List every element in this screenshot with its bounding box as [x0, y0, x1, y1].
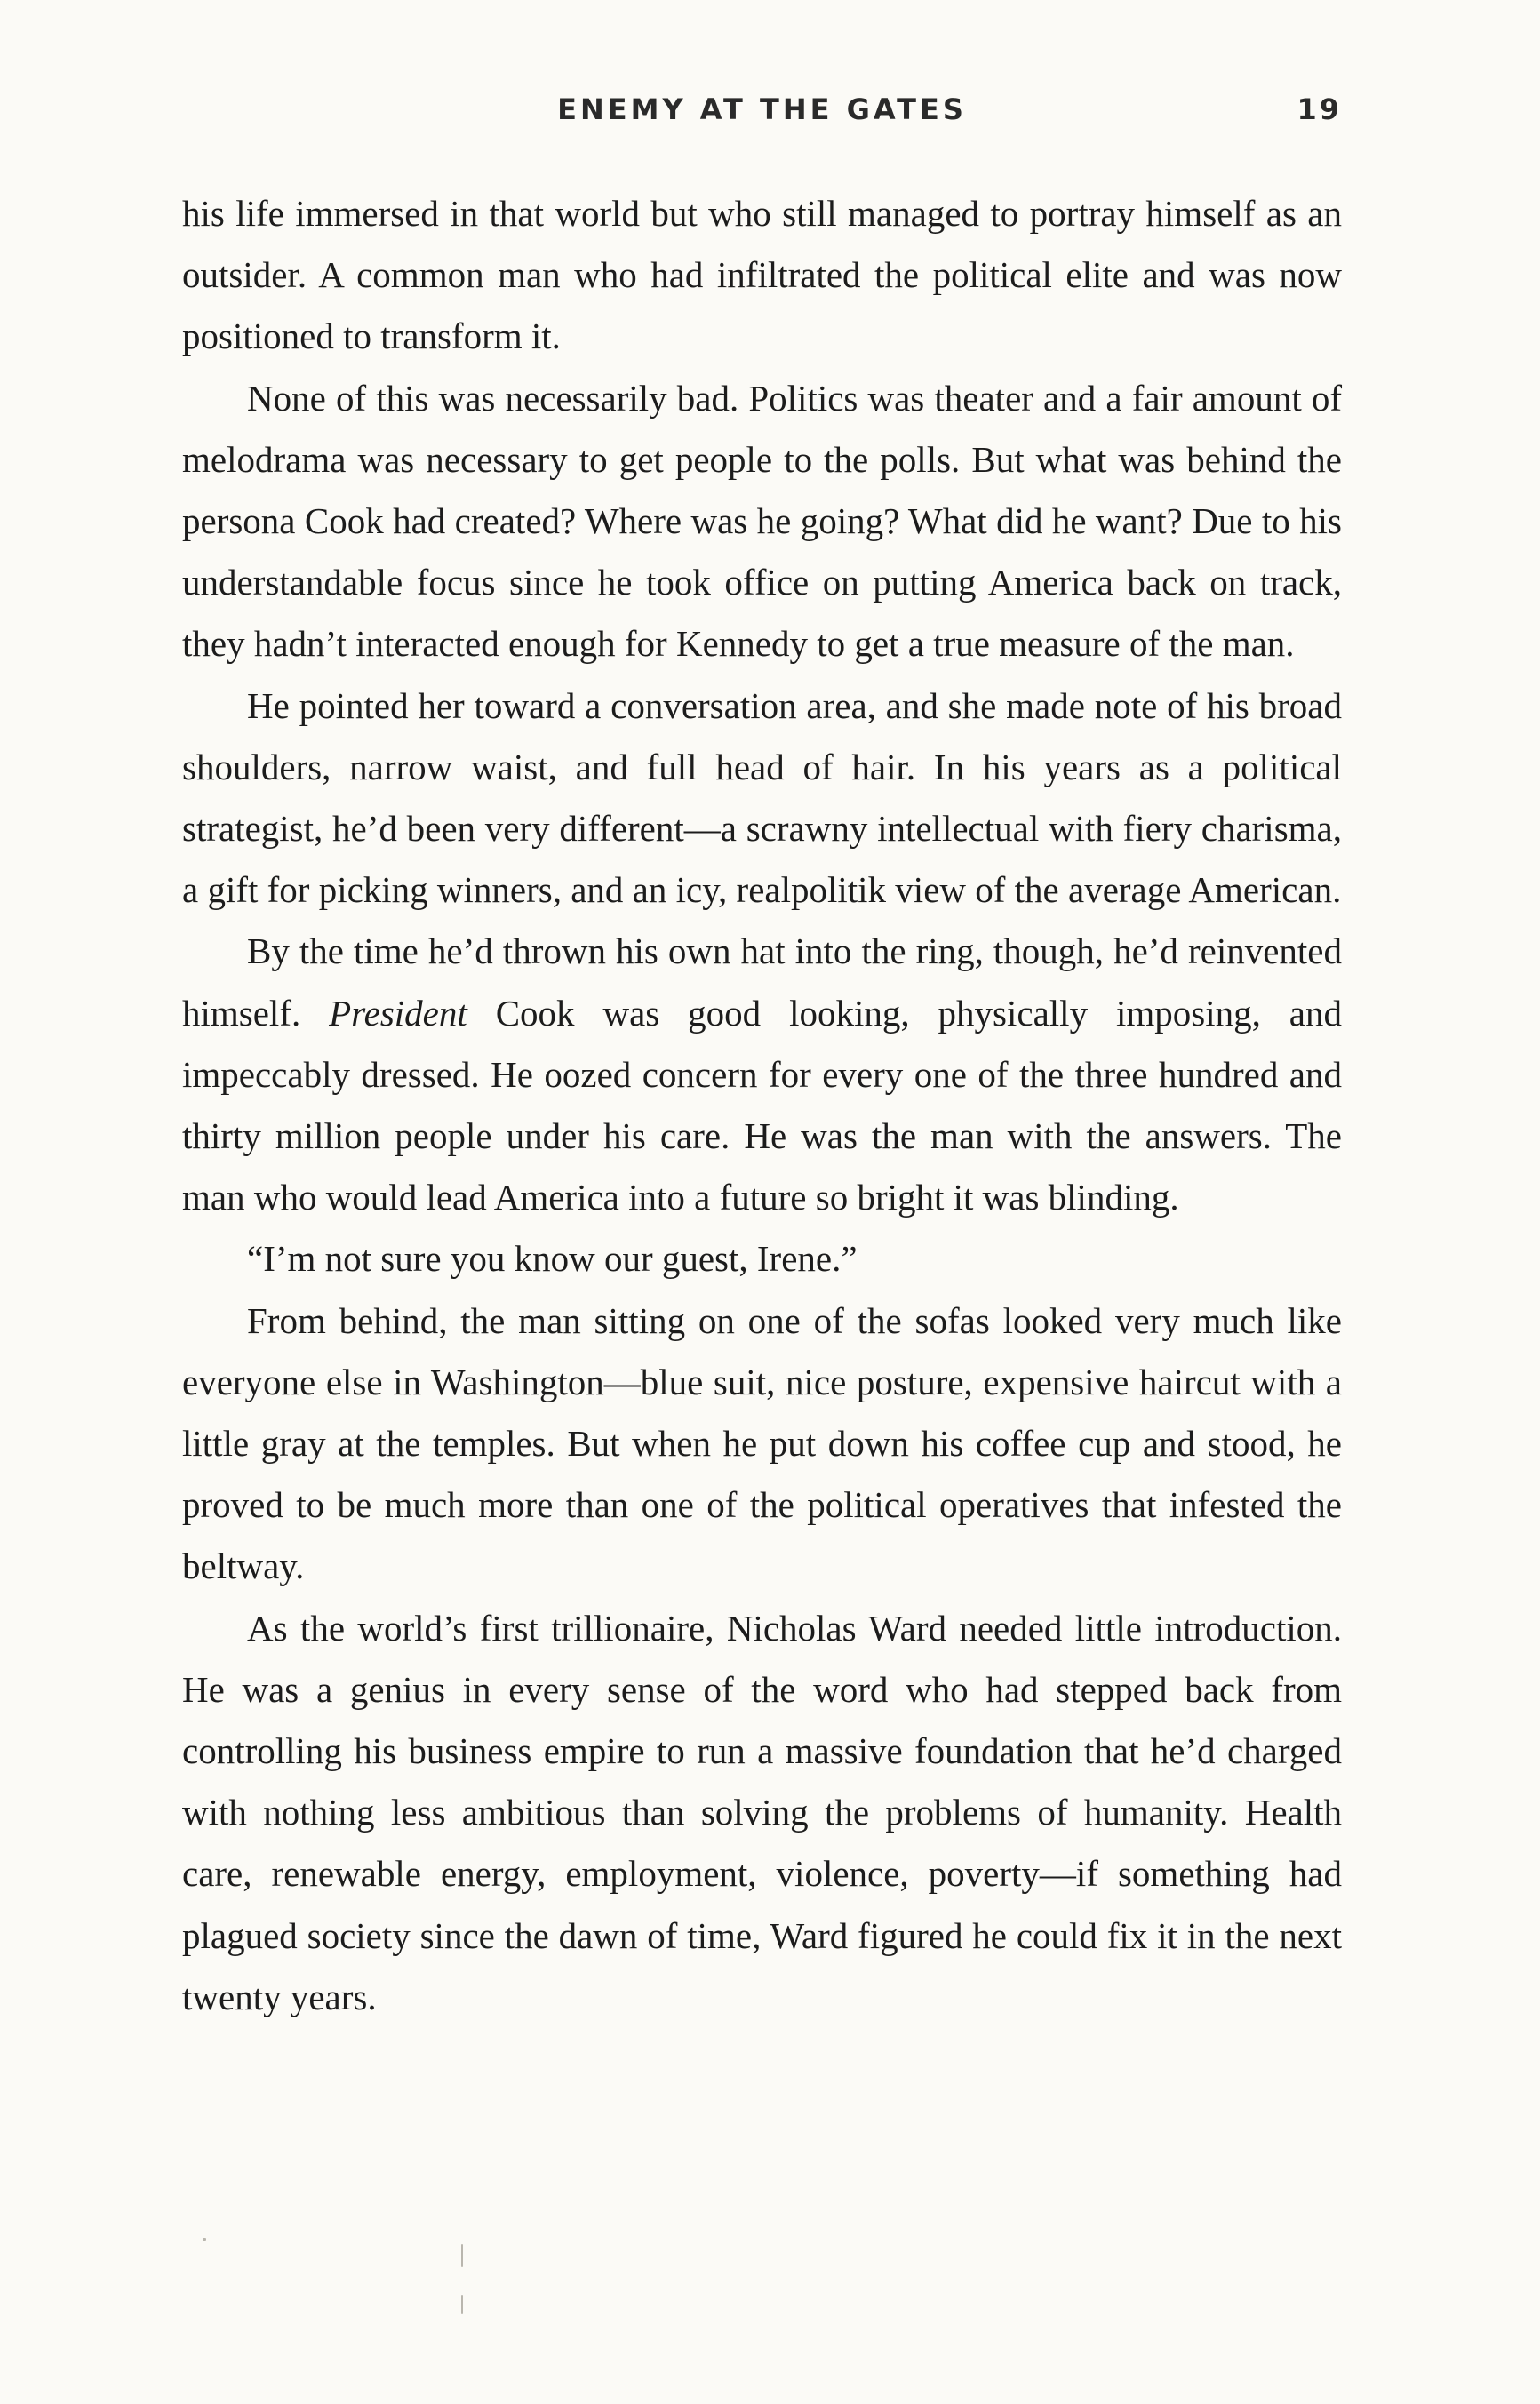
- paragraph-4-start: By the time he’d thrown his own hat into the ring, though, he’d reinvented himself.: [182, 930, 1342, 1034]
- paragraph-5: “I’m not sure you know our guest, Irene.”: [247, 1238, 858, 1280]
- running-head: [182, 92, 1342, 137]
- paragraph-2: None of this was necessarily bad. Politics was theater and a fair amount of melodrama was necessary to get people to the polls. But what was behind the persona Cook had created? Where was he going? What did he want? Due to his understandable focus since he took office on putting America back on track, they hadn’t interacted enough for Kennedy to get a true measure of the man.: [182, 377, 1342, 665]
- scan-speck: [461, 2244, 463, 2267]
- scan-speck: [203, 2238, 206, 2241]
- page-number: 19: [1297, 92, 1342, 126]
- paragraph-4: [182, 921, 1342, 1228]
- body-text: [182, 183, 1342, 2028]
- paragraph-4-emphasis: President: [329, 992, 467, 1034]
- paragraph-1: his life immersed in that world but who still managed to portray himself as an outsider. A common man who had infiltrated the political elite and was now positioned to transform it.: [182, 193, 1342, 357]
- paragraph-4-end: Cook was good looking, physically imposing, and impeccably dressed. He oozed concern for every one of the three hundred and thirty million people under his care. He was the man with the answers. The man who would lead America into a future so bright it was blinding.: [182, 992, 1342, 1218]
- scan-speck: [461, 2295, 463, 2314]
- paragraph-7: As the world’s first trillionaire, Nicholas Ward needed little introduction. He was a genius in every sense of the word who had stepped back from controlling his business empire to run a massive foundation that he’d charged with nothing less ambitious than solving the problems of humanity. Health care, renewable energy, employment, violence, poverty—if something had plagued society since the dawn of time, Ward figured he could fix it in the next twenty years.: [182, 1607, 1342, 2017]
- running-title: ENEMY AT THE GATES: [557, 92, 967, 126]
- paragraph-6: From behind, the man sitting on one of the sofas looked very much like everyone else in Washington—blue suit, nice posture, expensive haircut with a little gray at the temples. But when he put down his coffee cup and stood, he proved to be much more than one of the political operatives that infested the beltway.: [182, 1299, 1342, 1587]
- paragraph-3: He pointed her toward a conversation area, and she made note of his broad shoulders, narrow waist, and full head of hair. In his years as a political strategist, he’d been very different—a scrawny intellectual with fiery charisma, a gift for picking winners, and an icy, realpolitik view of the average American.: [182, 684, 1342, 911]
